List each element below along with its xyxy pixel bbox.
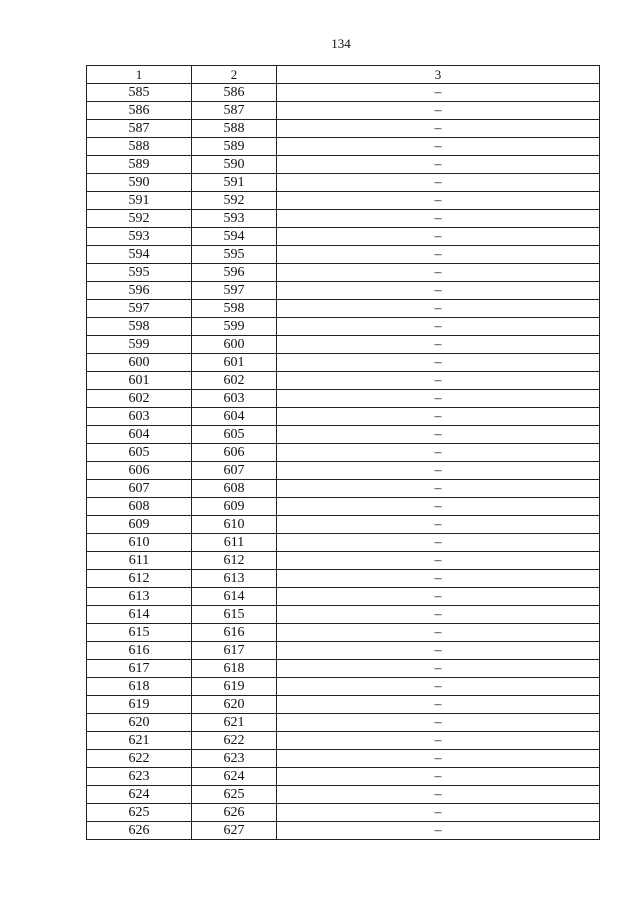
table-cell-col-1: 605 <box>87 444 192 462</box>
table-cell-col-1: 621 <box>87 732 192 750</box>
table-cell-col-3: – <box>277 390 600 408</box>
table-cell-col-3: – <box>277 408 600 426</box>
table-cell-col-3: – <box>277 120 600 138</box>
table-cell-col-1: 607 <box>87 480 192 498</box>
table-cell-col-3: – <box>277 156 600 174</box>
table-cell-col-2: 624 <box>192 768 277 786</box>
table-cell-col-2: 611 <box>192 534 277 552</box>
table-cell-col-1: 608 <box>87 498 192 516</box>
table-cell-col-2: 587 <box>192 102 277 120</box>
table-cell-col-2: 594 <box>192 228 277 246</box>
table-cell-col-2: 586 <box>192 84 277 102</box>
table-cell-col-2: 608 <box>192 480 277 498</box>
table-row <box>87 192 600 210</box>
table-row <box>87 714 600 732</box>
table-cell-col-3: – <box>277 624 600 642</box>
table-cell-col-2: 597 <box>192 282 277 300</box>
table-cell-col-3: – <box>277 282 600 300</box>
table-row <box>87 246 600 264</box>
table-cell-col-3: – <box>277 714 600 732</box>
table-row <box>87 390 600 408</box>
table-row <box>87 606 600 624</box>
table-cell-col-2: 623 <box>192 750 277 768</box>
table-row <box>87 318 600 336</box>
table-row <box>87 480 600 498</box>
table-cell-col-2: 613 <box>192 570 277 588</box>
table-cell-col-2: 618 <box>192 660 277 678</box>
table-cell-col-3: – <box>277 174 600 192</box>
table-row <box>87 174 600 192</box>
table-cell-col-3: – <box>277 336 600 354</box>
page-number: 134 <box>331 36 351 51</box>
table-cell-col-3: – <box>277 516 600 534</box>
table-cell-col-1: 619 <box>87 696 192 714</box>
table-cell-col-3: – <box>277 318 600 336</box>
table-cell-col-2: 589 <box>192 138 277 156</box>
table-cell-col-3: – <box>277 246 600 264</box>
table-row <box>87 750 600 768</box>
table-cell-col-3: – <box>277 300 600 318</box>
table-cell-col-2: 602 <box>192 372 277 390</box>
table-cell-col-1: 624 <box>87 786 192 804</box>
table-cell-col-1: 616 <box>87 642 192 660</box>
table-cell-col-3: – <box>277 822 600 840</box>
table-cell-col-2: 615 <box>192 606 277 624</box>
table-row <box>87 498 600 516</box>
table-row <box>87 138 600 156</box>
table-cell-col-3: – <box>277 102 600 120</box>
table-row <box>87 84 600 102</box>
table-row <box>87 786 600 804</box>
table-row <box>87 642 600 660</box>
table-row <box>87 408 600 426</box>
table-cell-col-2: 592 <box>192 192 277 210</box>
data-table <box>86 65 600 840</box>
table-cell-col-3: – <box>277 642 600 660</box>
table-cell-col-3: – <box>277 462 600 480</box>
table-cell-col-1: 620 <box>87 714 192 732</box>
table-row <box>87 516 600 534</box>
table-cell-col-2: 627 <box>192 822 277 840</box>
table-row <box>87 156 600 174</box>
table-cell-col-1: 625 <box>87 804 192 822</box>
table-cell-col-3: – <box>277 354 600 372</box>
table-cell-col-1: 591 <box>87 192 192 210</box>
table-cell-col-2: 598 <box>192 300 277 318</box>
table-cell-col-3: – <box>277 750 600 768</box>
table-cell-col-3: – <box>277 660 600 678</box>
table-cell-col-1: 587 <box>87 120 192 138</box>
table-row <box>87 336 600 354</box>
table-cell-col-1: 593 <box>87 228 192 246</box>
table-cell-col-1: 588 <box>87 138 192 156</box>
table-cell-col-2: 599 <box>192 318 277 336</box>
table-cell-col-3: – <box>277 606 600 624</box>
table-cell-col-1: 611 <box>87 552 192 570</box>
table-cell-col-1: 609 <box>87 516 192 534</box>
table-row <box>87 210 600 228</box>
table-cell-col-1: 626 <box>87 822 192 840</box>
table-row <box>87 660 600 678</box>
table-cell-col-3: – <box>277 228 600 246</box>
table-row <box>87 678 600 696</box>
table-header-row <box>87 66 600 84</box>
table-cell-col-1: 601 <box>87 372 192 390</box>
table-cell-col-3: – <box>277 84 600 102</box>
table-cell-col-2: 606 <box>192 444 277 462</box>
table-row <box>87 768 600 786</box>
table-cell-col-3: – <box>277 192 600 210</box>
table-row <box>87 354 600 372</box>
table-cell-col-3: – <box>277 210 600 228</box>
table-row <box>87 624 600 642</box>
table-cell-col-2: 619 <box>192 678 277 696</box>
table-cell-col-1: 597 <box>87 300 192 318</box>
table-cell-col-2: 625 <box>192 786 277 804</box>
table-cell-col-1: 623 <box>87 768 192 786</box>
table-cell-col-2: 622 <box>192 732 277 750</box>
table-cell-col-2: 591 <box>192 174 277 192</box>
table-cell-col-3: – <box>277 534 600 552</box>
table-cell-col-3: – <box>277 552 600 570</box>
table-row <box>87 264 600 282</box>
table-cell-col-1: 603 <box>87 408 192 426</box>
column-header-1: 1 <box>87 66 192 84</box>
table-row <box>87 552 600 570</box>
table-row <box>87 426 600 444</box>
table-cell-col-3: – <box>277 138 600 156</box>
table-cell-col-1: 592 <box>87 210 192 228</box>
table-row <box>87 534 600 552</box>
table-cell-col-1: 604 <box>87 426 192 444</box>
table-cell-col-2: 593 <box>192 210 277 228</box>
table-cell-col-2: 612 <box>192 552 277 570</box>
table-cell-col-3: – <box>277 732 600 750</box>
table-cell-col-2: 600 <box>192 336 277 354</box>
table-cell-col-1: 618 <box>87 678 192 696</box>
table-cell-col-2: 604 <box>192 408 277 426</box>
table-cell-col-1: 614 <box>87 606 192 624</box>
table-cell-col-3: – <box>277 588 600 606</box>
table-cell-col-1: 615 <box>87 624 192 642</box>
table-cell-col-2: 590 <box>192 156 277 174</box>
table-cell-col-2: 609 <box>192 498 277 516</box>
table-cell-col-2: 621 <box>192 714 277 732</box>
table-row <box>87 120 600 138</box>
table-cell-col-1: 595 <box>87 264 192 282</box>
table-cell-col-3: – <box>277 264 600 282</box>
column-header-2: 2 <box>192 66 277 84</box>
table-cell-col-1: 594 <box>87 246 192 264</box>
table-cell-col-1: 590 <box>87 174 192 192</box>
table-cell-col-2: 605 <box>192 426 277 444</box>
table-cell-col-2: 603 <box>192 390 277 408</box>
table-row <box>87 588 600 606</box>
table-cell-col-3: – <box>277 786 600 804</box>
table-cell-col-1: 602 <box>87 390 192 408</box>
table-cell-col-3: – <box>277 570 600 588</box>
table-cell-col-1: 599 <box>87 336 192 354</box>
table-cell-col-3: – <box>277 678 600 696</box>
table-cell-col-1: 598 <box>87 318 192 336</box>
table-cell-col-3: – <box>277 804 600 822</box>
table-cell-col-3: – <box>277 426 600 444</box>
table-row <box>87 804 600 822</box>
table-cell-col-1: 612 <box>87 570 192 588</box>
table-cell-col-2: 626 <box>192 804 277 822</box>
table-cell-col-1: 596 <box>87 282 192 300</box>
column-header-3: 3 <box>277 66 600 84</box>
table-cell-col-2: 596 <box>192 264 277 282</box>
table-cell-col-1: 617 <box>87 660 192 678</box>
table-row <box>87 696 600 714</box>
table-row <box>87 228 600 246</box>
table-cell-col-3: – <box>277 480 600 498</box>
table-cell-col-2: 616 <box>192 624 277 642</box>
table-cell-col-1: 589 <box>87 156 192 174</box>
table-cell-col-1: 586 <box>87 102 192 120</box>
table-cell-col-2: 617 <box>192 642 277 660</box>
table-row <box>87 732 600 750</box>
table-cell-col-3: – <box>277 498 600 516</box>
table-cell-col-2: 614 <box>192 588 277 606</box>
table-row <box>87 372 600 390</box>
table-cell-col-3: – <box>277 372 600 390</box>
table-cell-col-2: 595 <box>192 246 277 264</box>
table-cell-col-2: 601 <box>192 354 277 372</box>
table-row <box>87 444 600 462</box>
table-cell-col-1: 600 <box>87 354 192 372</box>
table-cell-col-1: 606 <box>87 462 192 480</box>
table-cell-col-2: 620 <box>192 696 277 714</box>
table-cell-col-2: 610 <box>192 516 277 534</box>
table-body <box>87 66 600 840</box>
table-cell-col-1: 585 <box>87 84 192 102</box>
table-row <box>87 462 600 480</box>
table-row <box>87 300 600 318</box>
table-row <box>87 822 600 840</box>
table-cell-col-1: 622 <box>87 750 192 768</box>
table-cell-col-2: 607 <box>192 462 277 480</box>
table-cell-col-1: 613 <box>87 588 192 606</box>
table-cell-col-1: 610 <box>87 534 192 552</box>
table-cell-col-3: – <box>277 696 600 714</box>
table-row <box>87 282 600 300</box>
table-cell-col-3: – <box>277 768 600 786</box>
table-cell-col-2: 588 <box>192 120 277 138</box>
table-cell-col-3: – <box>277 444 600 462</box>
table-row <box>87 570 600 588</box>
table-row <box>87 102 600 120</box>
